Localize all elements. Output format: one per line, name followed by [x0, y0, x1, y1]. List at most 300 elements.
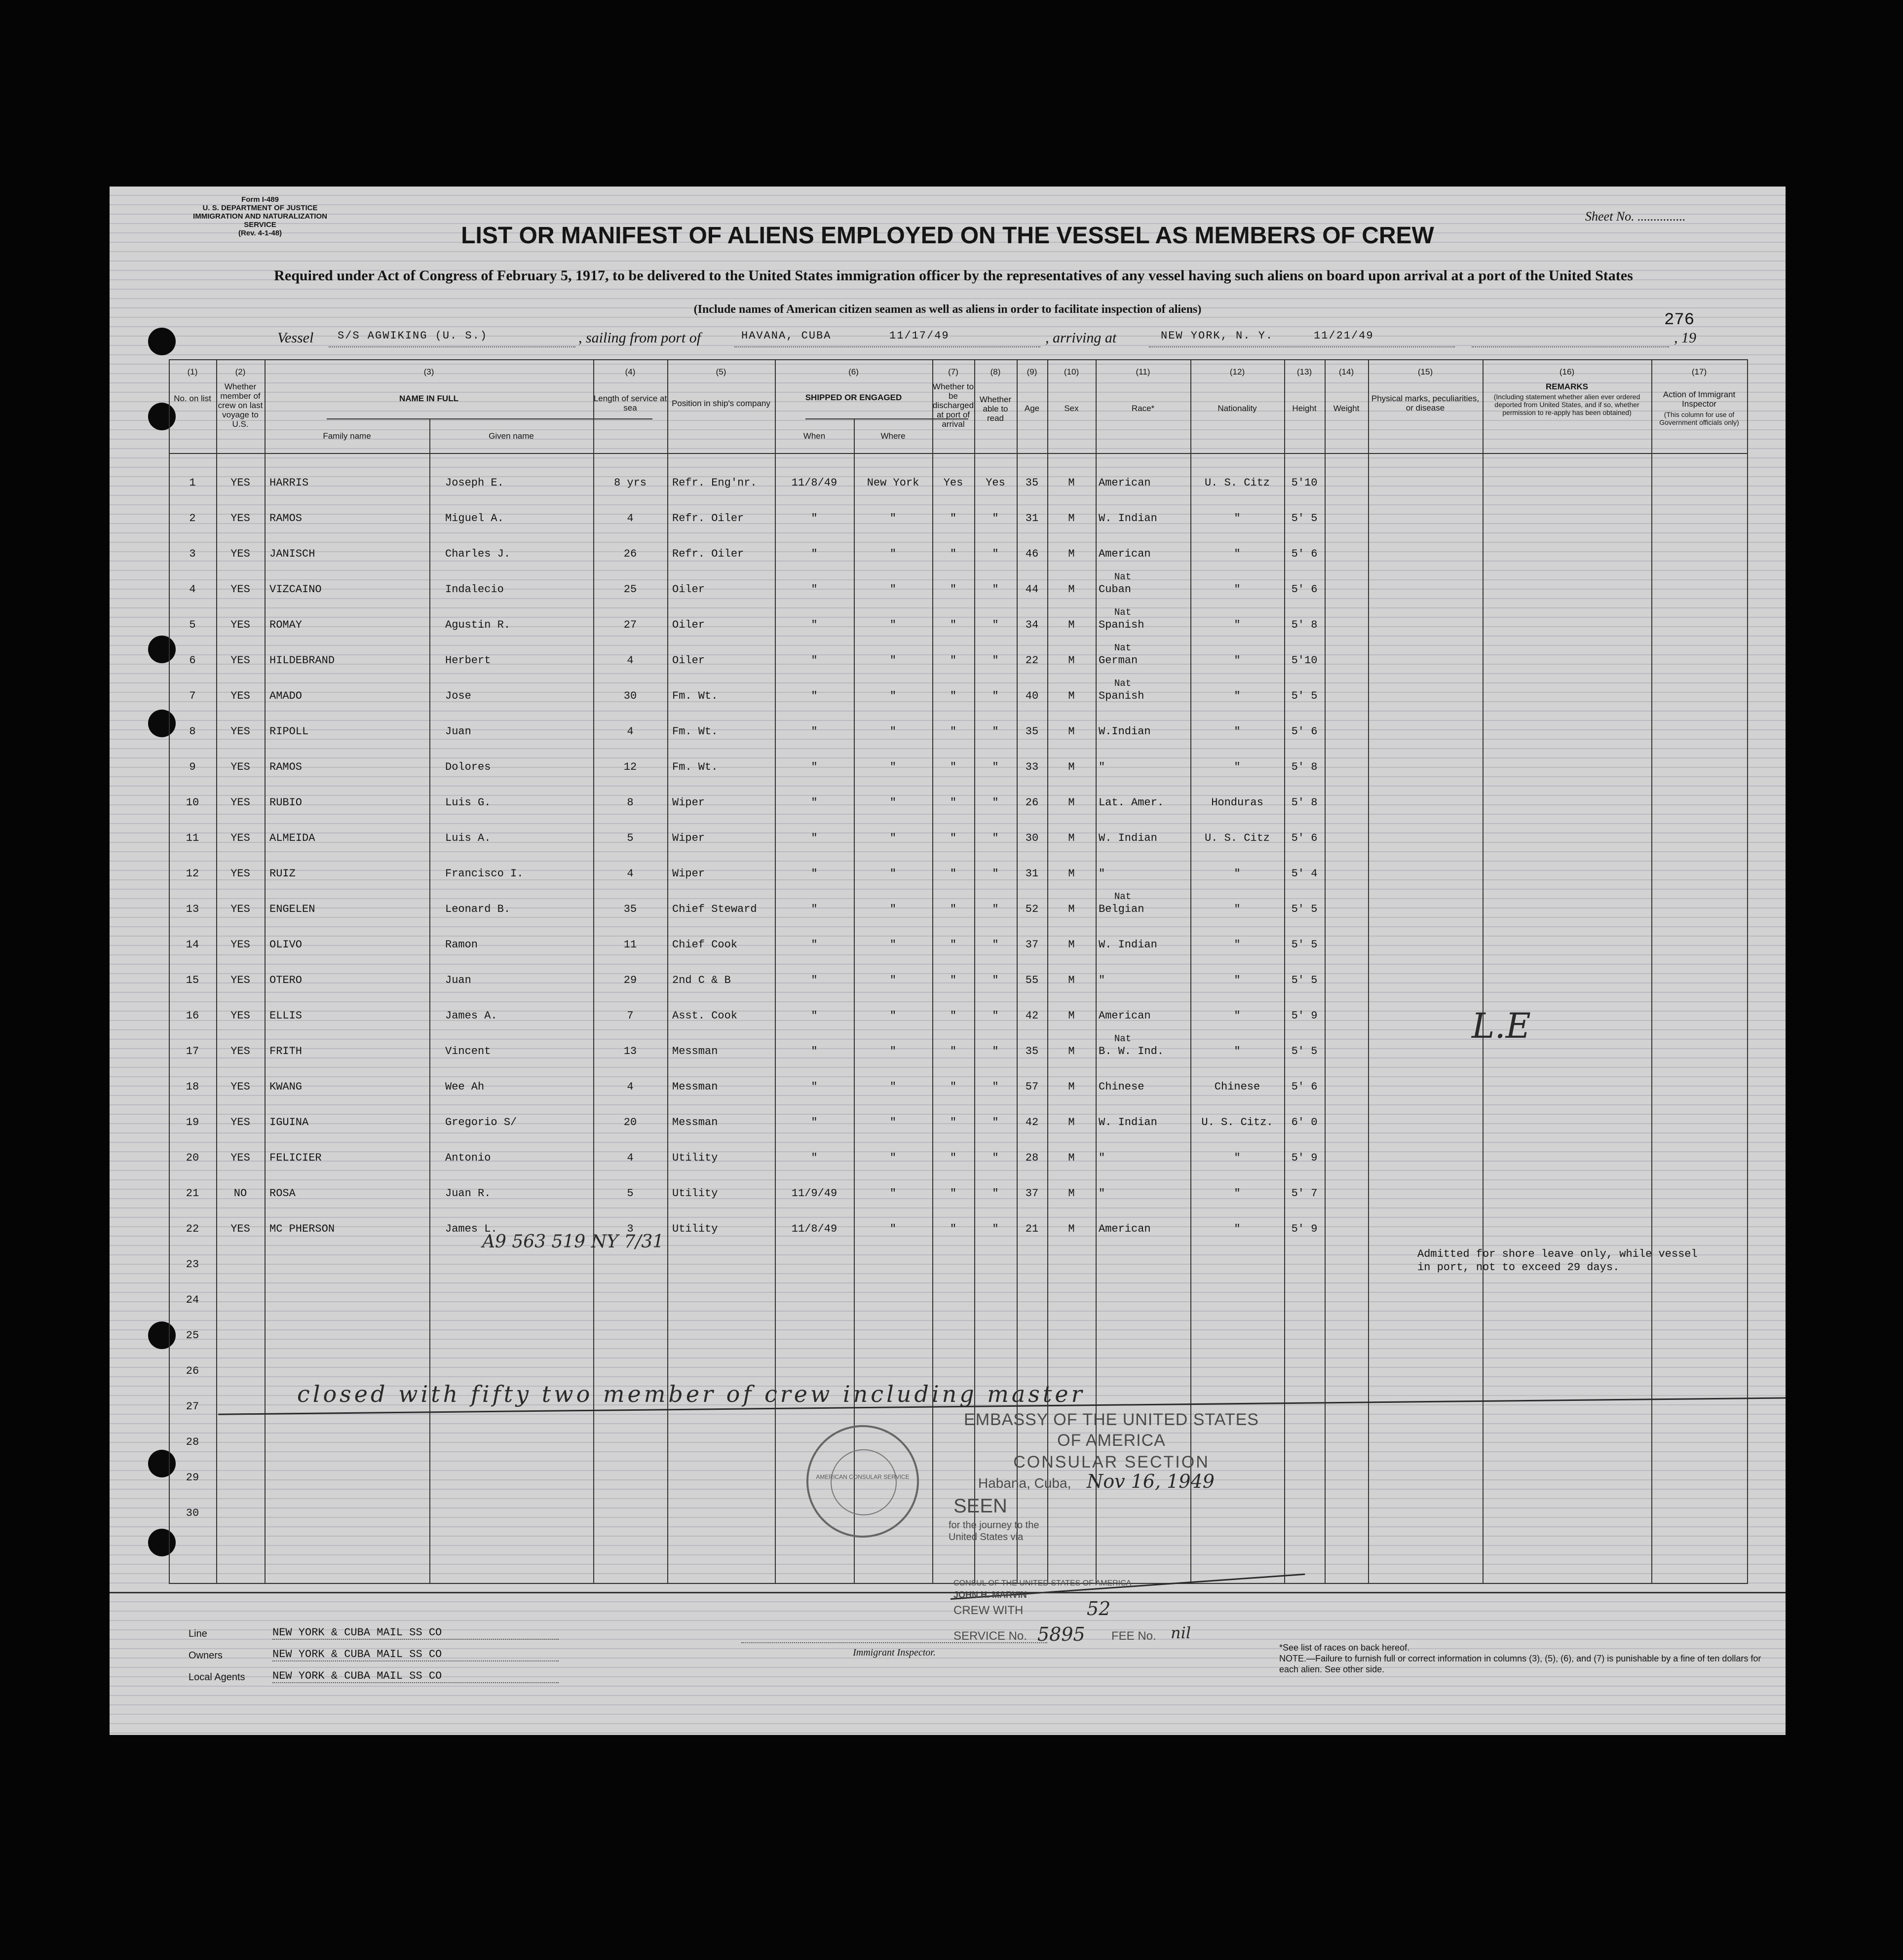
col-rule	[169, 359, 170, 1583]
cell-no: 2	[189, 512, 196, 525]
cell-no: 14	[186, 939, 199, 951]
cell-disch: "	[950, 690, 957, 702]
cell-nationality: "	[1234, 690, 1241, 702]
cell-given: Gregorio S/	[445, 1116, 517, 1129]
cell-prev: YES	[230, 796, 250, 809]
vessel-label: Vessel	[277, 330, 314, 346]
cell-sex: M	[1068, 1152, 1075, 1164]
cell-race: W. Indian	[1099, 939, 1157, 951]
cell-position: Fm. Wt.	[672, 725, 718, 738]
col-num: (16)	[1559, 367, 1575, 377]
cell-position: Messman	[672, 1081, 718, 1093]
cell-length: 12	[623, 761, 637, 773]
cell-nat-prefix: Nat	[1114, 1033, 1132, 1044]
cell-given: Jose	[445, 690, 471, 702]
cell-family: OLIVO	[269, 939, 303, 951]
cell-length: 13	[623, 1045, 637, 1057]
footer-line-label: Line	[189, 1628, 207, 1639]
col-num: (3)	[423, 367, 434, 377]
inspector-signature-line	[741, 1642, 1047, 1643]
cell-given: Indalecio	[445, 583, 504, 596]
cell-when: "	[811, 1045, 818, 1057]
header-length-service: Length of service at sea	[593, 394, 667, 413]
header-no-on-list: No. on list	[174, 394, 211, 403]
cell-when: "	[811, 939, 818, 951]
cell-height: 5' 6	[1291, 1081, 1318, 1093]
cell-nationality: "	[1234, 1223, 1241, 1235]
cell-no: 8	[189, 725, 196, 738]
col-num: (8)	[990, 367, 1001, 377]
cell-height: 5' 4	[1291, 867, 1318, 880]
cell-family: ROMAY	[269, 619, 303, 631]
cell-height: 5' 6	[1291, 832, 1318, 844]
stamp-habana: Habana, Cuba,	[978, 1475, 1071, 1491]
cell-age: 33	[1025, 761, 1039, 773]
cell-position: Refr. Oiler	[672, 512, 744, 525]
header-when: When	[803, 431, 826, 441]
col-num: (12)	[1229, 367, 1245, 377]
cell-given: Ramon	[445, 939, 478, 951]
cell-position: Fm. Wt.	[672, 761, 718, 773]
header-race: Race*	[1131, 404, 1155, 413]
cell-family: ELLIS	[269, 1010, 303, 1022]
cell-disch: "	[950, 1152, 957, 1164]
cell-height: 5'10	[1291, 477, 1318, 489]
header-discharged: Whether to be discharged at port of arrival	[932, 382, 974, 429]
cell-race: German	[1099, 654, 1138, 667]
header-able-read: Whether able to read	[979, 395, 1012, 423]
cell-prev: YES	[230, 903, 250, 915]
cell-race: Spanish	[1099, 619, 1144, 631]
cell-no: 13	[186, 903, 199, 915]
handwritten-alien-number: A9 563 519 NY 7/31	[482, 1232, 664, 1252]
page-subnote: (Include names of American citizen seamen as well as aliens in order to facilitate inspection of aliens)	[693, 303, 1202, 316]
cell-read: "	[992, 1223, 999, 1235]
cell-position: 2nd C & B	[672, 974, 731, 986]
cell-no: 11	[186, 832, 199, 844]
cell-given: Herbert	[445, 654, 491, 667]
cell-given: Juan	[445, 725, 471, 738]
cell-when: 11/8/49	[791, 477, 837, 489]
cell-no: 22	[186, 1223, 199, 1235]
footnote-races: *See list of races on back hereof.	[1279, 1643, 1410, 1653]
cell-sex: M	[1068, 619, 1075, 631]
cell-when: 11/8/49	[791, 1223, 837, 1235]
cell-read: "	[992, 939, 999, 951]
cell-when: "	[811, 796, 818, 809]
cell-race: "	[1099, 761, 1105, 773]
cell-length: 30	[623, 690, 637, 702]
cell-where: "	[889, 1187, 897, 1200]
cell-where: "	[889, 1045, 897, 1057]
cell-nationality: "	[1234, 654, 1241, 667]
cell-no: 19	[186, 1116, 199, 1129]
col-num: (15)	[1417, 367, 1433, 377]
cell-nationality: U. S. Citz	[1204, 832, 1270, 844]
stamp-service-label: SERVICE No.	[953, 1629, 1027, 1643]
cell-height: 5' 8	[1291, 761, 1318, 773]
cell-disch: "	[950, 903, 957, 915]
cell-position: Fm. Wt.	[672, 690, 718, 702]
cell-disch: "	[950, 725, 957, 738]
stamp-seen: SEEN	[953, 1495, 1007, 1517]
cell-given: Vincent	[445, 1045, 491, 1057]
cell-nat-prefix: Nat	[1114, 891, 1132, 902]
cell-given: Luis G.	[445, 796, 491, 809]
cell-length: 26	[623, 548, 637, 560]
stamp-crew-with: CREW WITH	[953, 1604, 1024, 1617]
cell-when: "	[811, 583, 818, 596]
cell-where: "	[889, 903, 897, 915]
cell-nationality: U. S. Citz.	[1201, 1116, 1273, 1129]
rule	[169, 359, 1748, 360]
cell-where: "	[889, 1010, 897, 1022]
cell-age: 52	[1025, 903, 1039, 915]
header-name-in-full: NAME IN FULL	[399, 394, 458, 403]
cell-height: 5' 9	[1291, 1010, 1318, 1022]
cell-prev: NO	[233, 1187, 247, 1200]
cell-position: Refr. Oiler	[672, 548, 744, 560]
col-num: (14)	[1338, 367, 1354, 377]
cell-family: OTERO	[269, 974, 303, 986]
cell-when: "	[811, 1152, 818, 1164]
cell-sex: M	[1068, 1045, 1075, 1057]
cell-sex: M	[1068, 477, 1075, 489]
footer-agents-label: Local Agents	[189, 1672, 245, 1683]
cell-sex: M	[1068, 654, 1075, 667]
cell-nationality: "	[1234, 939, 1241, 951]
stamp-embassy: EMBASSY OF THE UNITED STATES	[964, 1410, 1259, 1429]
cell-sex: M	[1068, 974, 1075, 986]
cell-given: Miguel A.	[445, 512, 504, 525]
col-rule	[1747, 359, 1748, 1583]
header-remarks: REMARKS	[1546, 382, 1588, 391]
cell-read: "	[992, 1152, 999, 1164]
header-given-name: Given name	[489, 431, 534, 441]
cell-race: Spanish	[1099, 690, 1144, 702]
cell-where: "	[889, 1223, 897, 1235]
cell-sex: M	[1068, 1223, 1075, 1235]
header-where: Where	[880, 431, 906, 441]
cell-read: "	[992, 1187, 999, 1200]
cell-when: "	[811, 619, 818, 631]
footnote-fine: NOTE.—Failure to furnish full or correct information in columns (3), (5), (6), and (7) is punishable by a fine of ten dollars for each alien. See other side.	[1279, 1654, 1761, 1674]
cell-given: Francisco I.	[445, 867, 524, 880]
cell-nationality: "	[1234, 512, 1241, 525]
cell-no: 25	[186, 1329, 199, 1342]
cell-prev: YES	[230, 1223, 250, 1235]
header-sex: Sex	[1064, 404, 1079, 413]
stamp-fee-label: FEE No.	[1111, 1629, 1156, 1643]
cell-length: 7	[627, 1010, 634, 1022]
cell-nationality: "	[1234, 725, 1241, 738]
cell-age: 37	[1025, 1187, 1039, 1200]
cell-nationality: "	[1234, 903, 1241, 915]
cell-prev: YES	[230, 939, 250, 951]
footer-rule	[110, 1592, 1786, 1593]
cell-where: "	[889, 548, 897, 560]
cell-length: 35	[623, 903, 637, 915]
header-shipped: SHIPPED OR ENGAGED	[805, 393, 902, 402]
cell-age: 21	[1025, 1223, 1039, 1235]
form-service: IMMIGRATION AND NATURALIZATION SERVICE	[193, 212, 327, 229]
cell-family: RIPOLL	[269, 725, 309, 738]
header-family-name: Family name	[323, 431, 371, 441]
cell-family: HILDEBRAND	[269, 654, 335, 667]
cell-no: 20	[186, 1152, 199, 1164]
cell-race: "	[1099, 1187, 1105, 1200]
cell-nationality: "	[1234, 867, 1241, 880]
sailing-date: 11/17/49	[889, 330, 950, 342]
stamp-via: United States via	[949, 1532, 1024, 1543]
cell-sex: M	[1068, 1116, 1075, 1129]
cell-nationality: "	[1234, 548, 1241, 560]
cell-race: American	[1099, 1223, 1151, 1235]
stamped-number: 276	[1664, 311, 1695, 330]
manifest-sheet	[110, 187, 1786, 1735]
header-crew-last-voyage: Whether member of crew on last voyage to U.S.	[218, 382, 263, 429]
cell-height: 5' 9	[1291, 1223, 1318, 1235]
cell-when: 11/9/49	[791, 1187, 837, 1200]
stamp-america: OF AMERICA	[1057, 1431, 1166, 1450]
col-num: (17)	[1691, 367, 1707, 377]
cell-where: "	[889, 583, 897, 596]
cell-age: 55	[1025, 974, 1039, 986]
seal-text: AMERICAN CONSULAR SERVICE	[816, 1473, 910, 1480]
port-of-sailing: HAVANA, CUBA	[741, 330, 832, 342]
cell-no: 4	[189, 583, 196, 596]
cell-prev: YES	[230, 832, 250, 844]
cell-race: Belgian	[1099, 903, 1144, 915]
cell-family: MC PHERSON	[269, 1223, 335, 1235]
cell-family: JANISCH	[269, 548, 315, 560]
cell-prev: YES	[230, 548, 250, 560]
underline	[1149, 346, 1455, 347]
cell-where: "	[889, 1152, 897, 1164]
cell-when: "	[811, 690, 818, 702]
cell-age: 26	[1025, 796, 1039, 809]
col-num: (2)	[235, 367, 246, 377]
cell-race: W. Indian	[1099, 1116, 1157, 1129]
header-age: Age	[1024, 404, 1040, 413]
cell-nationality: "	[1234, 761, 1241, 773]
cell-height: 5' 8	[1291, 619, 1318, 631]
cell-no: 28	[186, 1436, 199, 1448]
cell-when: "	[811, 1081, 818, 1093]
cell-where: "	[889, 1081, 897, 1093]
cell-no: 15	[186, 974, 199, 986]
cell-age: 44	[1025, 583, 1039, 596]
cell-position: Wiper	[672, 867, 705, 880]
col-rule	[1096, 359, 1097, 1583]
cell-prev: YES	[230, 477, 250, 489]
cell-where: "	[889, 619, 897, 631]
cell-no: 10	[186, 796, 199, 809]
cell-age: 22	[1025, 654, 1039, 667]
cell-race: "	[1099, 1152, 1105, 1164]
cell-no: 27	[186, 1400, 199, 1413]
cell-length: 4	[627, 867, 634, 880]
cell-disch: "	[950, 548, 957, 560]
cell-race: W.Indian	[1099, 725, 1151, 738]
stamp-consul-name: JOHN H. MARVIN	[953, 1590, 1027, 1600]
header-position: Position in ship's company	[672, 399, 770, 408]
cell-disch: Yes	[943, 477, 963, 489]
cell-when: "	[811, 512, 818, 525]
cell-read: "	[992, 548, 999, 560]
cell-height: 5' 5	[1291, 690, 1318, 702]
cell-disch: "	[950, 1223, 957, 1235]
cell-where: "	[889, 939, 897, 951]
cell-no: 21	[186, 1187, 199, 1200]
cell-family: RAMOS	[269, 761, 303, 773]
cell-family: KWANG	[269, 1081, 303, 1093]
form-dept: U. S. DEPARTMENT OF JUSTICE	[202, 204, 318, 212]
cell-height: 5' 5	[1291, 1045, 1318, 1057]
cell-read: "	[992, 1081, 999, 1093]
cell-disch: "	[950, 867, 957, 880]
stamp-consular: CONSULAR SECTION	[1013, 1453, 1210, 1471]
cell-age: 31	[1025, 512, 1039, 525]
cell-when: "	[811, 548, 818, 560]
cell-given: Juan R.	[445, 1187, 491, 1200]
cell-prev: YES	[230, 654, 250, 667]
cell-given: Dolores	[445, 761, 491, 773]
cell-sex: M	[1068, 761, 1075, 773]
cell-given: James A.	[445, 1010, 497, 1022]
col-rule	[1190, 359, 1191, 1583]
cell-position: Utility	[672, 1152, 718, 1164]
cell-when: "	[811, 725, 818, 738]
cell-no: 5	[189, 619, 196, 631]
header-remarks-note: (Including statement whether alien ever ordered deported from United States, and if so, whether permission to re-apply has been obtained)	[1493, 393, 1640, 416]
cell-when: "	[811, 903, 818, 915]
cell-position: Utility	[672, 1223, 718, 1235]
cell-race: W. Indian	[1099, 512, 1157, 525]
cell-read: "	[992, 1045, 999, 1057]
col-num: (10)	[1064, 367, 1079, 377]
cell-age: 57	[1025, 1081, 1039, 1093]
cell-prev: YES	[230, 1010, 250, 1022]
cell-disch: "	[950, 1116, 957, 1129]
cell-length: 4	[627, 1081, 634, 1093]
cell-read: "	[992, 619, 999, 631]
cell-given: Agustin R.	[445, 619, 511, 631]
page-title: LIST OR MANIFEST OF ALIENS EMPLOYED ON THE VESSEL AS MEMBERS OF CREW	[461, 223, 1434, 249]
cell-position: Oiler	[672, 654, 705, 667]
cell-no: 16	[186, 1010, 199, 1022]
cell-sex: M	[1068, 832, 1075, 844]
cell-given: James L.	[445, 1223, 497, 1235]
underline	[1472, 346, 1669, 347]
cell-disch: "	[950, 939, 957, 951]
inspector-label: Immigrant Inspector.	[853, 1647, 936, 1658]
cell-disch: "	[950, 761, 957, 773]
cell-prev: YES	[230, 1152, 250, 1164]
cell-family: ALMEIDA	[269, 832, 315, 844]
cell-where: "	[889, 654, 897, 667]
cell-race: W. Indian	[1099, 832, 1157, 844]
cell-disch: "	[950, 512, 957, 525]
cell-no: 24	[186, 1294, 199, 1306]
cell-where: "	[889, 725, 897, 738]
stamp-service-no: 5895	[1037, 1623, 1085, 1645]
cell-nat-prefix: Nat	[1114, 607, 1132, 618]
cell-length: 4	[627, 512, 634, 525]
cell-no: 17	[186, 1045, 199, 1057]
cell-sex: M	[1068, 725, 1075, 738]
cell-nationality: "	[1234, 583, 1241, 596]
col-num: (7)	[948, 367, 958, 377]
cell-position: Chief Cook	[672, 939, 738, 951]
cell-sex: M	[1068, 1187, 1075, 1200]
cell-given: Joseph E.	[445, 477, 504, 489]
cell-height: 5' 6	[1291, 548, 1318, 560]
cell-race: B. W. Ind.	[1099, 1045, 1164, 1057]
cell-disch: "	[950, 1081, 957, 1093]
cell-height: 5' 7	[1291, 1187, 1318, 1200]
cell-race: American	[1099, 1010, 1151, 1022]
cell-length: 25	[623, 583, 637, 596]
cell-family: RUBIO	[269, 796, 303, 809]
cell-nationality: "	[1234, 1010, 1241, 1022]
cell-nationality: "	[1234, 1152, 1241, 1164]
cell-age: 37	[1025, 939, 1039, 951]
stamp-consul-title: CONSUL OF THE UNITED STATES OF AMERICA	[953, 1579, 1132, 1587]
cell-age: 46	[1025, 548, 1039, 560]
cell-length: 11	[623, 939, 637, 951]
vessel-name: S/S AGWIKING (U. S.)	[338, 330, 488, 342]
cell-race: Lat. Amer.	[1099, 796, 1164, 809]
cell-read: "	[992, 903, 999, 915]
col-rule	[216, 359, 217, 1583]
underline	[329, 346, 575, 347]
cell-family: FELICIER	[269, 1152, 322, 1164]
port-of-arrival: NEW YORK, N. Y.	[1161, 330, 1274, 342]
cell-age: 28	[1025, 1152, 1039, 1164]
cell-nationality: "	[1234, 1187, 1241, 1200]
vessel-line	[277, 330, 1738, 349]
cell-when: "	[811, 761, 818, 773]
cell-age: 40	[1025, 690, 1039, 702]
col-rule	[265, 359, 266, 1583]
col-num: (9)	[1027, 367, 1037, 377]
cell-no: 9	[189, 761, 196, 773]
cell-given: Juan	[445, 974, 471, 986]
cell-nationality: "	[1234, 619, 1241, 631]
cell-sex: M	[1068, 867, 1075, 880]
cell-height: 5' 8	[1291, 796, 1318, 809]
cell-given: Luis A.	[445, 832, 491, 844]
cell-family: FRITH	[269, 1045, 303, 1057]
col-num: (1)	[187, 367, 198, 377]
cell-prev: YES	[230, 1116, 250, 1129]
col-rule	[1284, 359, 1285, 1583]
cell-race: Chinese	[1099, 1081, 1144, 1093]
cell-sex: M	[1068, 939, 1075, 951]
cell-race: "	[1099, 974, 1105, 986]
cell-height: 5'10	[1291, 654, 1318, 667]
seal-inner-ring	[831, 1449, 897, 1515]
cell-prev: YES	[230, 974, 250, 986]
cell-position: Wiper	[672, 796, 705, 809]
cell-position: Chief Steward	[672, 903, 757, 915]
cell-age: 35	[1025, 1045, 1039, 1057]
cell-position: Refr. Eng'nr.	[672, 477, 757, 489]
cell-where: "	[889, 974, 897, 986]
cell-sex: M	[1068, 1081, 1075, 1093]
cell-given: Leonard B.	[445, 903, 511, 915]
